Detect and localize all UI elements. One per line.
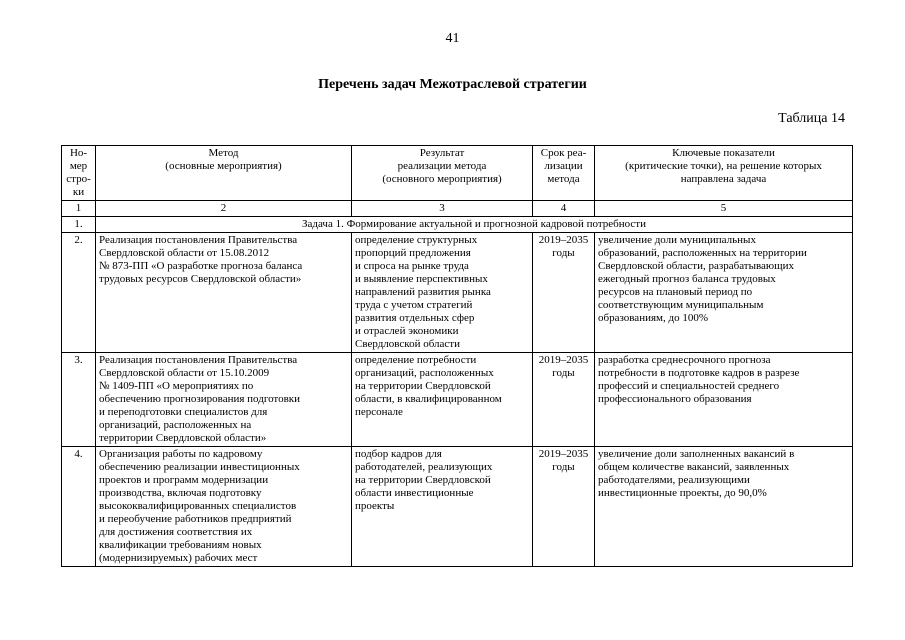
header-result: Результат реализации метода (основного мероприятия) xyxy=(352,146,533,201)
method-cell: Реализация постановления Правительства Свердловской области от 15.08.2012 № 873-ПП «О разработке прогноза баланса трудовых ресурсов Свердловской области» xyxy=(96,233,352,353)
column-index: 2 xyxy=(96,201,352,217)
result-cell: подбор кадров для работодателей, реализующих на территории Свердловской области инвестиционные проекты xyxy=(352,447,533,567)
row-number: 2. xyxy=(62,233,96,353)
column-index: 4 xyxy=(533,201,595,217)
result-cell: определение структурных пропорций предложения и спроса на рынке труда и выявление перспективных направлений развития рынка труда с учетом стратегий развития отдельных сфер и отраслей экономики Свердловской области xyxy=(352,233,533,353)
header-method: Метод (основные мероприятия) xyxy=(96,146,352,201)
row-number: 3. xyxy=(62,353,96,447)
result-cell: определение потребности организаций, расположенных на территории Свердловской области, в квалифицированном персонале xyxy=(352,353,533,447)
indicators-cell: увеличение доли муниципальных образований, расположенных на территории Свердловской области, разрабатывающих ежегодный прогноз баланса трудовых ресурсов на плановый период по соответствующим муниципальным образованиям, до 100% xyxy=(595,233,853,353)
column-index-row xyxy=(62,201,853,217)
method-cell: Реализация постановления Правительства Свердловской области от 15.10.2009 № 1409-ПП «О мероприятиях по обеспечению прогнозирования подготовки и переподготовки специалистов для организаций, расположенных на территории Свердловской области» xyxy=(96,353,352,447)
column-index: 3 xyxy=(352,201,533,217)
indicators-cell: увеличение доли заполненных вакансий в общем количестве вакансий, заявленных работодателями, реализующими инвестиционные проекты, до 90,0% xyxy=(595,447,853,567)
term-cell: 2019–2035 годы xyxy=(533,447,595,567)
task-row xyxy=(62,217,853,233)
column-index: 5 xyxy=(595,201,853,217)
strategy-tasks-table xyxy=(61,145,853,567)
header-term: Срок реа- лизации метода xyxy=(533,146,595,201)
method-cell: Организация работы по кадровому обеспечению реализации инвестиционных проектов и программ модернизации производства, включая подготовку высококвалифицированных специалистов и переобучение работников предприятий для достижения соответствия их квалификации требованиям новых (модернизируемых) рабочих мест xyxy=(96,447,352,567)
column-index: 1 xyxy=(62,201,96,217)
term-cell: 2019–2035 годы xyxy=(533,233,595,353)
indicators-cell: разработка среднесрочного прогноза потребности в подготовке кадров в разрезе профессий и специальностей среднего профессионального образования xyxy=(595,353,853,447)
document-title: Перечень задач Межотраслевой стратегии xyxy=(318,77,587,92)
table-row xyxy=(62,233,853,353)
header-row xyxy=(62,146,853,201)
page-number: 41 xyxy=(445,31,460,46)
task-title: Задача 1. Формирование актуальной и прогнозной кадровой потребности xyxy=(96,217,853,233)
term-cell: 2019–2035 годы xyxy=(533,353,595,447)
header-indicators: Ключевые показатели (критические точки), на решение которых направлена задача xyxy=(595,146,853,201)
header-row-number: Но- мер стро- ки xyxy=(62,146,96,201)
table-label: Таблица 14 xyxy=(778,111,845,126)
task-row-number: 1. xyxy=(62,217,96,233)
row-number: 4. xyxy=(62,447,96,567)
table-row xyxy=(62,447,853,567)
table-row xyxy=(62,353,853,447)
